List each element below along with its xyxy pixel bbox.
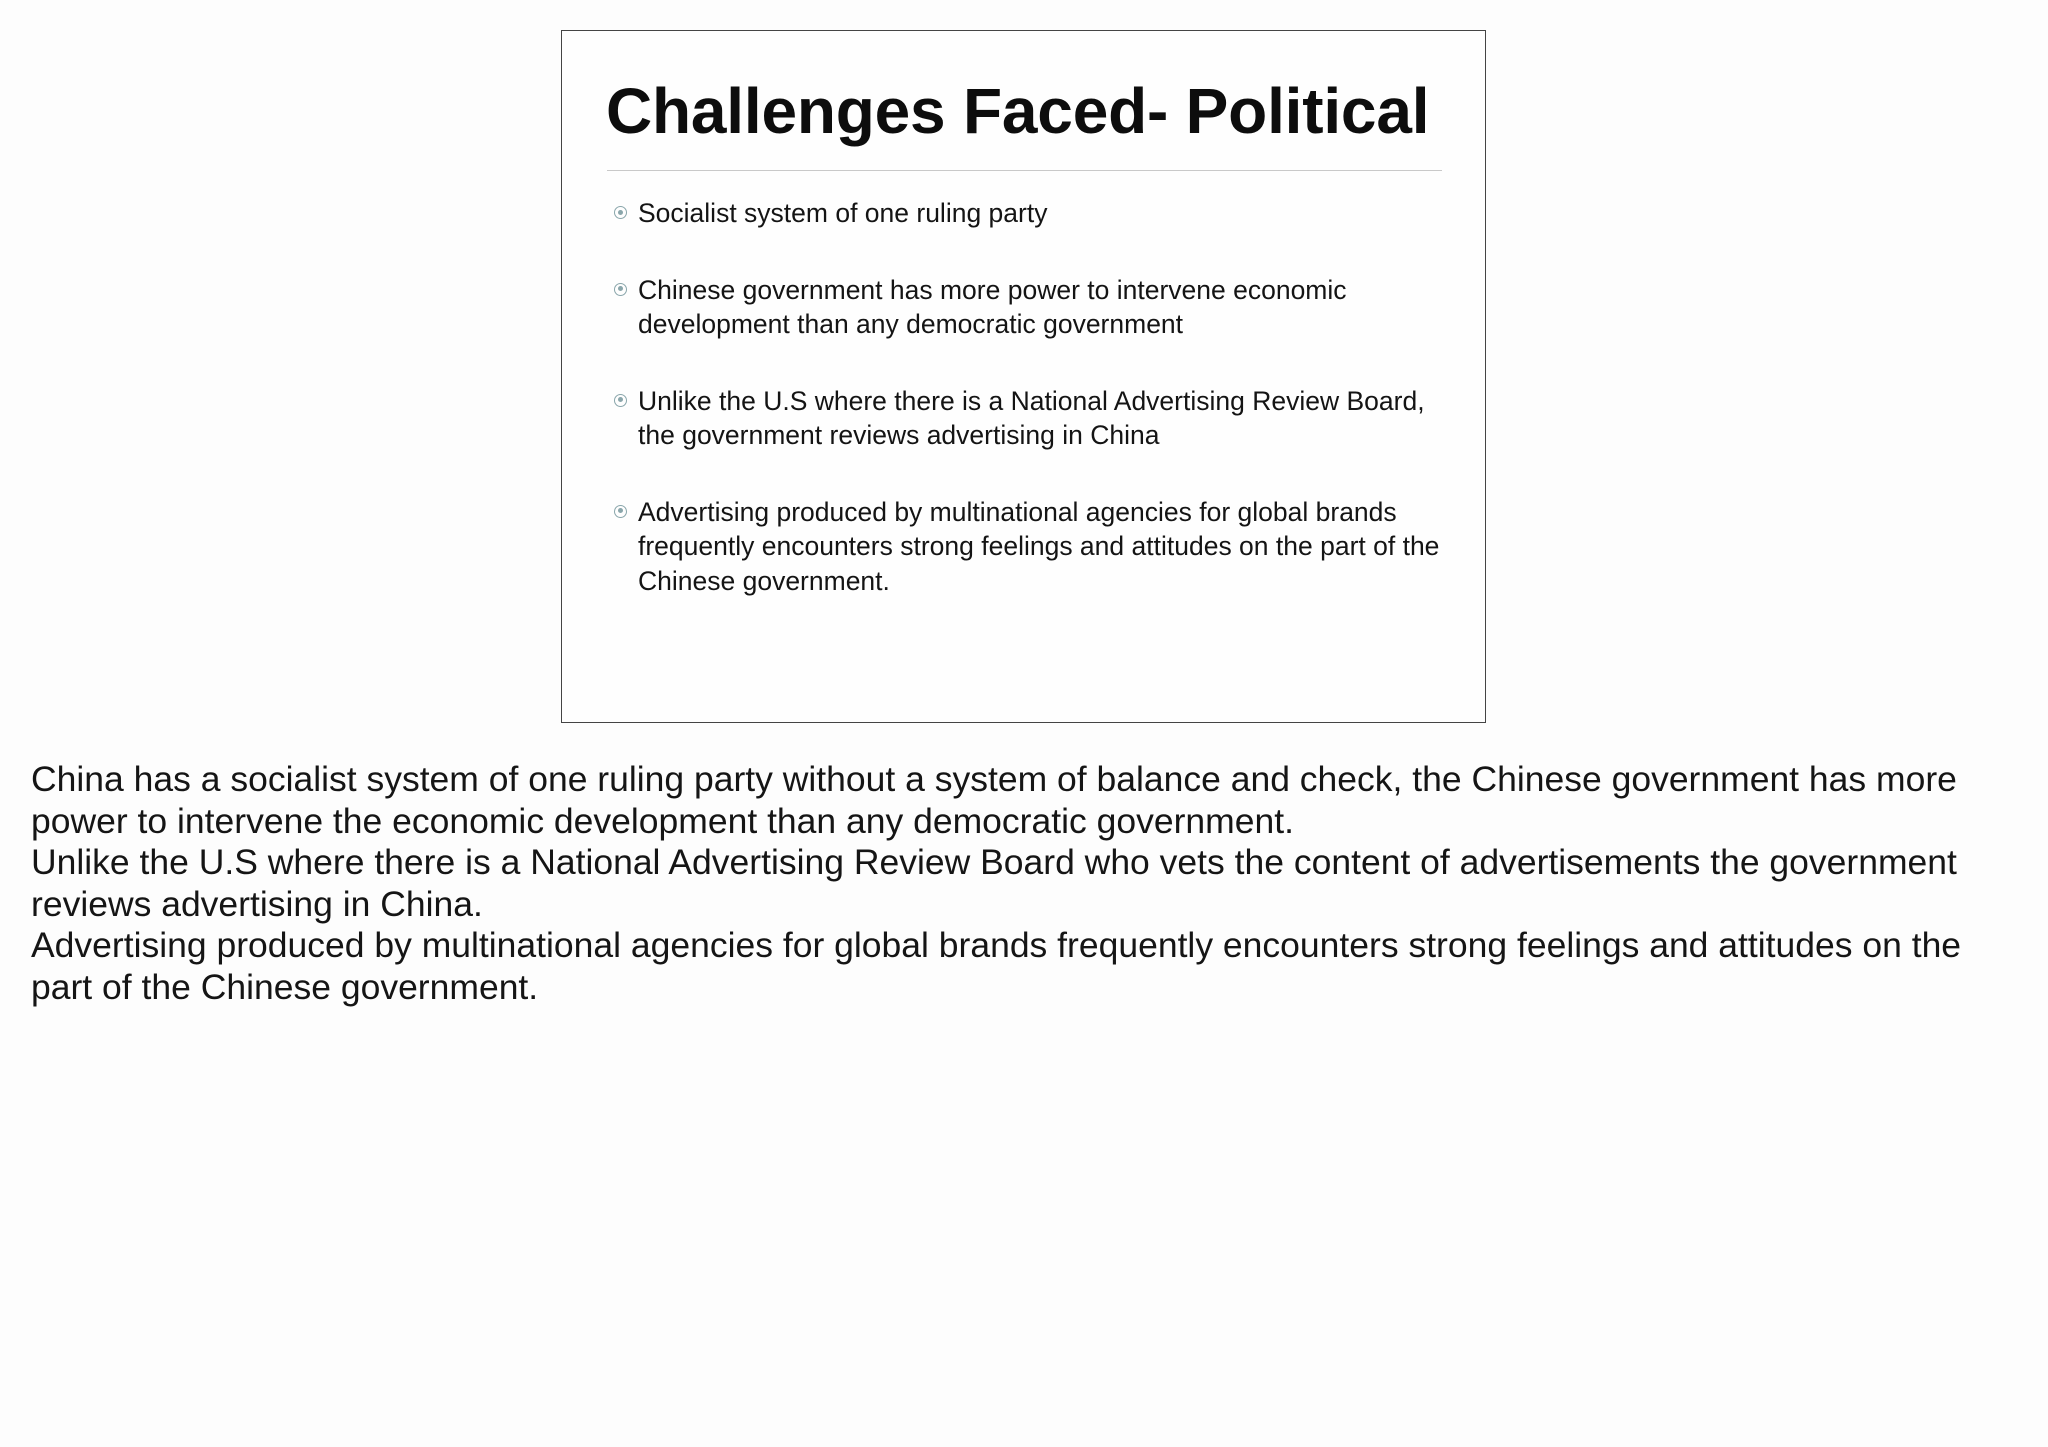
notes-paragraph: Unlike the U.S where there is a National Advertising Review Board who vets the content of advertisements the government reviews advertising in China. — [31, 842, 1957, 924]
bullet-text: Socialist system of one ruling party — [638, 198, 1048, 228]
circle-bullet-icon — [614, 283, 627, 296]
notes-paragraph: Advertising produced by multinational agencies for global brands frequently encounters strong feelings and attitudes on the part of the Chinese government. — [31, 925, 1962, 1007]
bullet-item — [608, 196, 1448, 231]
slide-frame — [561, 30, 1486, 723]
circle-bullet-icon — [614, 394, 627, 407]
title-divider — [607, 170, 1442, 171]
bullet-text: Chinese government has more power to intervene economic development than any democratic government — [638, 274, 1347, 339]
bullet-item — [608, 273, 1448, 342]
bullet-list — [608, 196, 1448, 640]
circle-bullet-icon — [614, 206, 627, 219]
bullet-item — [608, 384, 1448, 453]
circle-bullet-icon — [614, 505, 627, 518]
bullet-text: Advertising produced by multinational agencies for global brands frequently encounters strong feelings and attitudes on the part of the Chinese government. — [638, 496, 1440, 596]
notes-paragraph: China has a socialist system of one ruling party without a system of balance and check, the Chinese government has more power to intervene the economic development than any democratic government. — [31, 759, 1957, 841]
speaker-notes — [31, 759, 2031, 1008]
bullet-item — [608, 495, 1448, 599]
bullet-text: Unlike the U.S where there is a National Advertising Review Board, the government reviews advertising in China — [638, 385, 1425, 450]
slide-title: Challenges Faced- Political — [606, 75, 1430, 147]
